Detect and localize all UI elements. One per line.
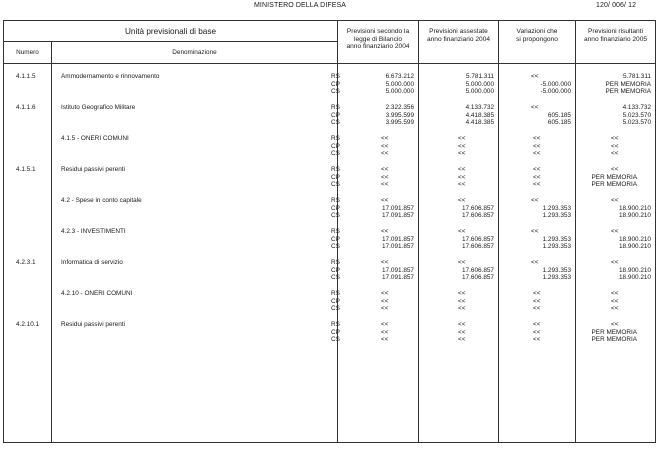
row-values-bilancio: << << << xyxy=(381,321,389,344)
row-values-risultanti: << << << xyxy=(611,290,619,313)
row-numero: 4.1.1.5 xyxy=(16,73,36,80)
row-values-assestate: << << << xyxy=(458,135,466,158)
row-values-risultanti: << 18.900.210 18.900.210 xyxy=(611,259,651,282)
row-values-assestate: << 17.606.857 17.606.857 xyxy=(458,259,494,282)
row-values-variazioni: << -5.000.000 -5.000.000 xyxy=(531,73,571,96)
row-values-bilancio: << 17.091.857 17.091.857 xyxy=(381,259,414,282)
row-values-variazioni: << 1.293.353 1.293.353 xyxy=(531,228,571,251)
row-denominazione: 4.2.10 - ONERI COMUNI xyxy=(61,290,133,297)
row-numero: 4.1.1.6 xyxy=(16,104,36,111)
ministry-title: MINISTERO DELLA DIFESA xyxy=(254,2,347,9)
row-values-assestate: 5.781.311 5.000.000 5.000.000 xyxy=(465,73,494,96)
row-values-risultanti: << 18.900.210 18.900.210 xyxy=(611,228,651,251)
row-values-bilancio: 2.322.356 3.995.599 3.995.599 xyxy=(385,104,414,127)
row-values-assestate: << << << xyxy=(458,290,466,313)
row-numero: 4.1.5.1 xyxy=(16,166,36,173)
row-values-assestate: << 17.606.857 17.606.857 xyxy=(458,197,494,220)
row-denominazione: 4.2 - Spese in conto capitale xyxy=(61,197,142,204)
column-header-previsioni-risultanti: Previsioni risultanti anno finanziario 2005 xyxy=(583,28,648,43)
row-denominazione: Residui passivi perenti xyxy=(61,321,125,328)
row-denominazione: 4.2.3 - INVESTIMENTI xyxy=(61,228,126,235)
row-codes: RS CP CS xyxy=(331,135,340,158)
row-values-bilancio: << 17.091.857 17.091.857 xyxy=(381,197,414,220)
row-values-variazioni: << << << xyxy=(533,321,541,344)
row-values-bilancio: << << << xyxy=(381,135,389,158)
row-codes: RS CP CS xyxy=(331,104,340,127)
row-values-bilancio: << 17.091.857 17.091.857 xyxy=(381,228,414,251)
column-header-denominazione: Denominazione xyxy=(172,49,217,56)
row-codes: RS CP CS xyxy=(331,290,340,313)
row-values-assestate: << 17.606.857 17.606.857 xyxy=(458,228,494,251)
row-values-risultanti: 4.133.732 5.023.570 5.023.570 xyxy=(622,104,651,127)
row-values-risultanti: << 18.900.210 18.900.210 xyxy=(611,197,651,220)
row-values-assestate: << << << xyxy=(458,166,466,189)
row-codes: RS CP CS xyxy=(331,228,340,251)
row-denominazione: 4.1.5 - ONERI COMUNI xyxy=(61,135,129,142)
row-values-risultanti: << << << xyxy=(611,135,619,158)
row-values-variazioni: << << << xyxy=(533,290,541,313)
row-values-risultanti: << PER MEMORIA PER MEMORIA xyxy=(591,321,637,344)
row-values-assestate: << << << xyxy=(458,321,466,344)
column-header-variazioni: Variazioni che si propongono xyxy=(516,28,558,43)
column-header-numero: Numero xyxy=(16,49,39,56)
row-values-risultanti: 5.781.311 PER MEMORIA PER MEMORIA xyxy=(605,73,651,96)
row-denominazione: Istituto Geografico Militare xyxy=(61,104,136,111)
row-codes: RS CP CS xyxy=(331,73,340,96)
row-values-risultanti: << PER MEMORIA PER MEMORIA xyxy=(591,166,637,189)
row-codes: RS CP CS xyxy=(331,166,340,189)
row-denominazione: Residui passivi perenti xyxy=(61,166,125,173)
row-values-bilancio: 6.673.212 5.000.000 5.000.000 xyxy=(385,73,414,96)
page-number: 120/ 006/ 12 xyxy=(596,2,637,9)
row-numero: 4.2.10.1 xyxy=(16,321,40,328)
row-values-variazioni: << << << xyxy=(533,166,541,189)
row-codes: RS CP CS xyxy=(331,259,340,282)
row-values-bilancio: << << << xyxy=(381,166,389,189)
column-header-previsioni-bilancio: Previsioni secondo la legge di Bilancio anno finanziario 2004 xyxy=(346,28,410,51)
row-values-assestate: 4.133.732 4.418.385 4.418.385 xyxy=(465,104,494,127)
row-values-variazioni: << 605.185 605.185 xyxy=(531,104,571,127)
group-title: Unità previsionali di base xyxy=(124,27,217,36)
row-codes: RS CP CS xyxy=(331,197,340,220)
row-values-bilancio: << << << xyxy=(381,290,389,313)
row-numero: 4.2.3.1 xyxy=(16,259,36,266)
row-values-variazioni: << 1.293.353 1.293.353 xyxy=(531,197,571,220)
row-values-variazioni: << 1.293.353 1.293.353 xyxy=(531,259,571,282)
row-codes: RS CP CS xyxy=(331,321,340,344)
row-values-variazioni: << << << xyxy=(533,135,541,158)
row-denominazione: Informatica di servizio xyxy=(61,259,123,266)
row-denominazione: Ammodernamento e rinnovamento xyxy=(61,73,160,80)
column-header-previsioni-assestate: Previsioni assestate anno finanziario 2004 xyxy=(426,28,491,43)
